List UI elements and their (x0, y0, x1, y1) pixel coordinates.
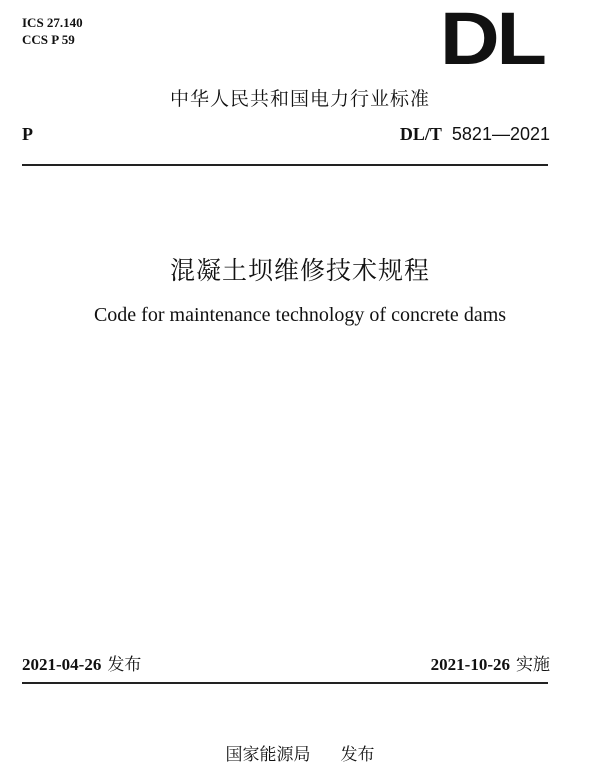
standard-number-year: 5821—2021 (451, 124, 550, 144)
dl-logo: DL (440, 0, 544, 80)
standard-number (400, 124, 550, 145)
issuer-line (0, 740, 600, 765)
document-title-english: Code for maintenance technology of concrete dams (93, 304, 507, 326)
ics-code: ICS 27.140 (22, 15, 83, 30)
publish-label: 发布 (107, 655, 142, 675)
standard-type-title: 中华人民共和国电力行业标准 (169, 88, 430, 110)
publish-info (22, 650, 141, 675)
top-divider (22, 164, 548, 166)
standard-code: DL/T (399, 124, 442, 144)
implement-date: 2021-10-26 (430, 655, 510, 674)
bottom-divider (22, 682, 548, 684)
document-title-chinese: 混凝土坝维修技术规程 (169, 256, 430, 285)
category-letter: P (22, 124, 33, 144)
classification-codes (22, 14, 83, 48)
publish-date: 2021-04-26 (22, 655, 102, 674)
issuer-label: 发布 (340, 745, 375, 765)
ccs-code: CCS P 59 (22, 32, 75, 47)
implement-label: 实施 (516, 655, 550, 675)
implement-info (431, 650, 550, 675)
issuer-name: 国家能源局 (225, 745, 311, 765)
